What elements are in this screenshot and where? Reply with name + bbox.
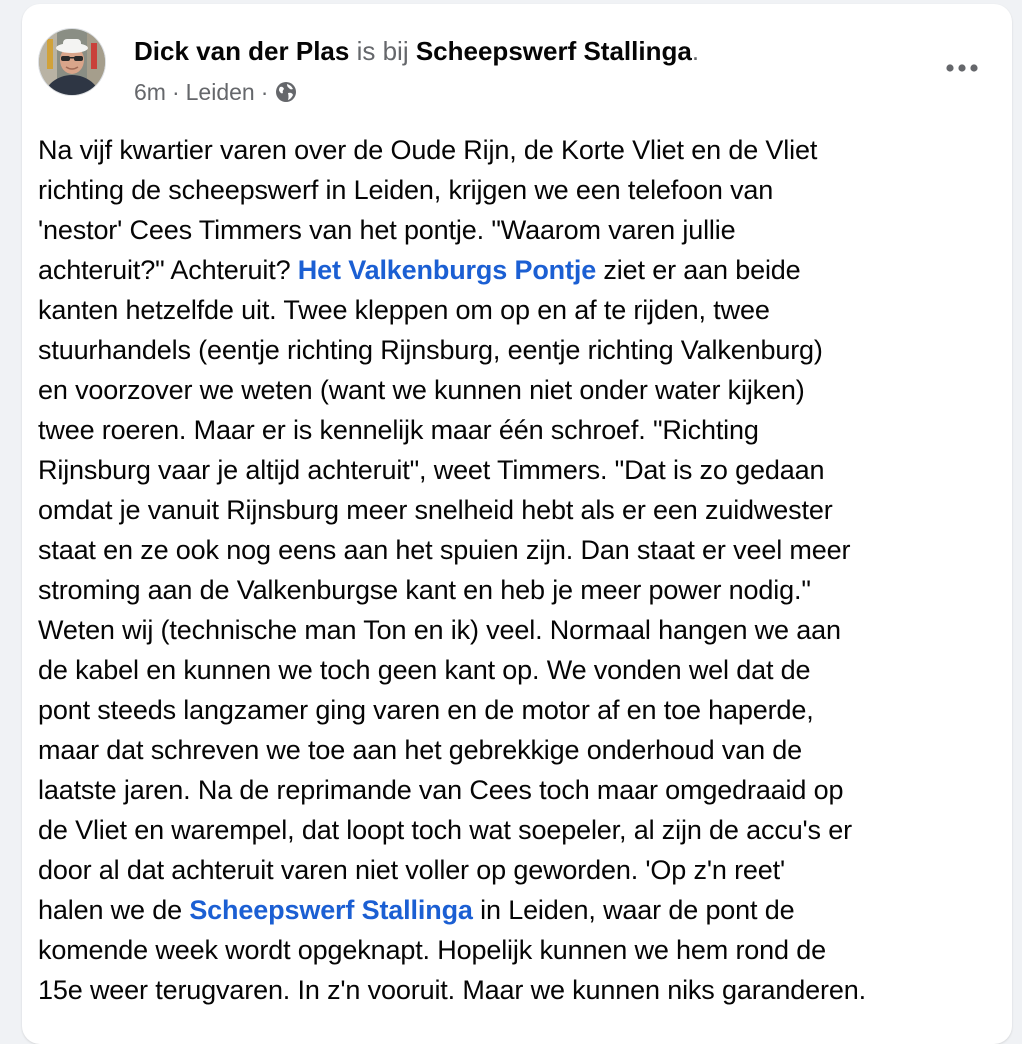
post-text-line: 'nestor' Cees Timmers van het pontje. "Waarom varen jullie	[38, 215, 736, 245]
more-horizontal-icon	[944, 63, 980, 73]
post-text-fragment: in Leiden, waar de pont de	[472, 895, 795, 925]
post-text-line	[38, 250, 996, 290]
place-name[interactable]: Scheepswerf Stallinga	[415, 36, 692, 66]
valkenburgs-pontje-link[interactable]: Het Valkenburgs Pontje	[297, 255, 597, 285]
post-meta	[134, 76, 298, 108]
post-text-line: de kabel en kunnen we toch geen kant op. We vonden wel dat de	[38, 655, 811, 685]
post-time[interactable]: 6m	[134, 79, 166, 105]
post-text	[38, 130, 996, 1010]
post-text-line: twee roeren. Maar er is kennelijk maar één schroef. "Richting	[38, 415, 759, 445]
post-header	[134, 34, 699, 68]
post-location[interactable]: Leiden	[185, 79, 255, 105]
post-text-line: stroming aan de Valkenburgse kant en heb je meer power nodig."	[38, 575, 811, 605]
post-text-line: Weten wij (technische man Ton en ik) veel. Normaal hangen we aan	[38, 615, 841, 645]
place-suffix: .	[691, 36, 700, 66]
post-card	[22, 4, 1012, 1044]
post-text-line: Rijnsburg vaar je altijd achteruit", weet Timmers. "Dat is zo gedaan	[38, 455, 825, 485]
post-text-line: richting de scheepswerf in Leiden, krijgen we een telefoon van	[38, 175, 774, 205]
post-text-line: omdat je vanuit Rijnsburg meer snelheid hebt als er een zuidwester	[38, 495, 833, 525]
post-text-line: staat en ze ook nog eens aan het spuien zijn. Dan staat er veel meer	[38, 535, 851, 565]
post-text-fragment: ziet er aan beide	[596, 255, 801, 285]
post-text-fragment: halen we de	[38, 895, 190, 925]
post-text-line: 15e weer terugvaren. In z'n vooruit. Maar we kunnen niks garanderen.	[38, 975, 866, 1005]
avatar[interactable]	[38, 28, 106, 96]
more-options-button[interactable]	[940, 50, 984, 86]
post-text-line: Na vijf kwartier varen over de Oude Rijn, de Korte Vliet en de Vliet	[38, 135, 818, 165]
post-text-line: pont steeds langzamer ging varen en de motor af en toe haperde,	[38, 695, 814, 725]
meta-separator: ·	[171, 79, 180, 105]
post-text-line	[38, 890, 996, 930]
author-name[interactable]: Dick van der Plas	[134, 36, 350, 66]
is-at-label: is bij	[356, 36, 409, 66]
post-text-line: kanten hetzelfde uit. Twee kleppen om op en af te rijden, twee	[38, 295, 770, 325]
avatar-photo	[39, 29, 105, 95]
post-text-line: komende week wordt opgeknapt. Hopelijk kunnen we hem rond de	[38, 935, 826, 965]
post-text-line: en voorzover we weten (want we kunnen niet onder water kijken)	[38, 375, 805, 405]
post-text-line: stuurhandels (eentje richting Rijnsburg, eentje richting Valkenburg)	[38, 335, 823, 365]
scheepswerf-stallinga-link[interactable]: Scheepswerf Stallinga	[189, 895, 473, 925]
meta-separator: ·	[260, 79, 269, 105]
post-text-line: maar dat schreven we toe aan het gebrekkige onderhoud van de	[38, 735, 803, 765]
post-text-line: de Vliet en warempel, dat loopt toch wat soepeler, al zijn de accu's er	[38, 815, 852, 845]
post-text-line: door al dat achteruit varen niet voller op geworden. 'Op z'n reet'	[38, 855, 785, 885]
post-text-fragment: achteruit?" Achteruit?	[38, 255, 298, 285]
globe-icon	[274, 80, 298, 104]
post-text-line: laatste jaren. Na de reprimande van Cees toch maar omgedraaid op	[38, 775, 844, 805]
